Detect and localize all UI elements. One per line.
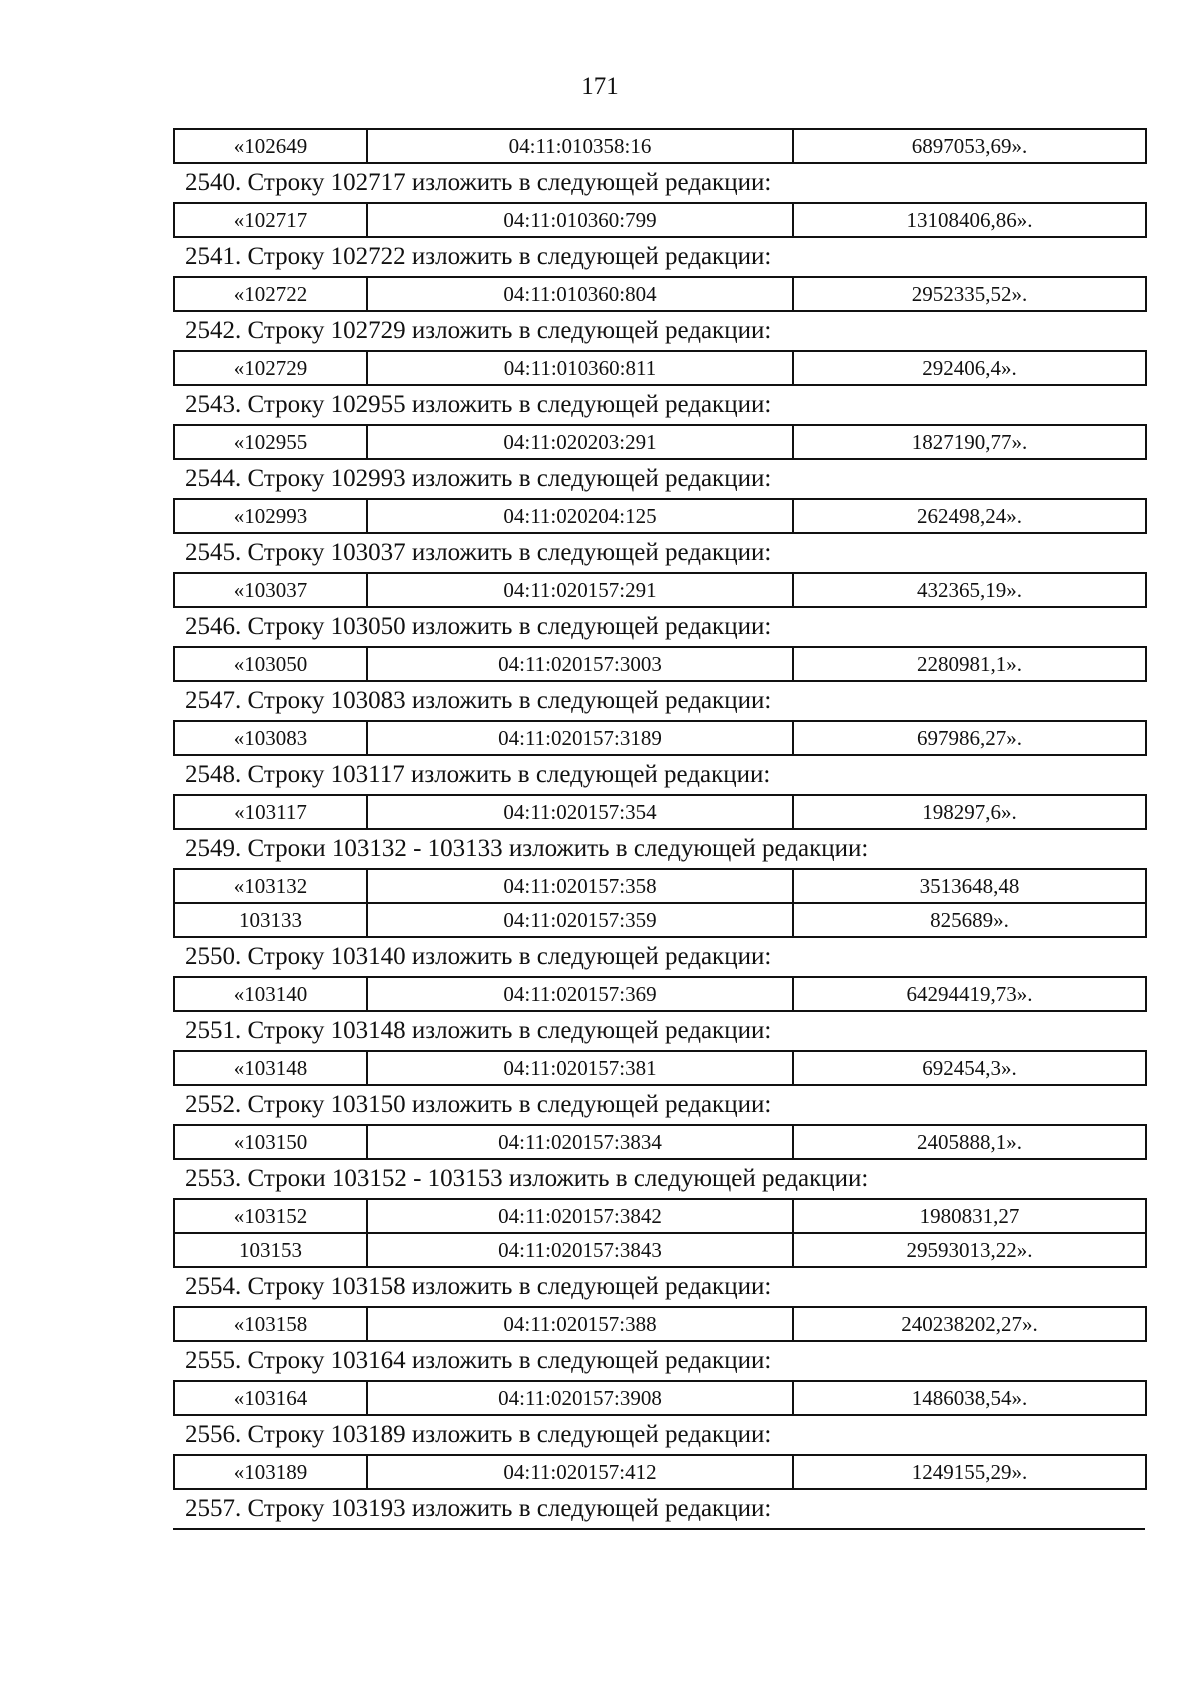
row-number-cell: 103153 xyxy=(174,1233,367,1267)
page-number: 171 xyxy=(581,73,619,100)
cadastral-number-cell: 04:11:010360:811 xyxy=(367,351,793,385)
amendment-table xyxy=(173,1454,1147,1490)
table-row xyxy=(174,1199,1146,1233)
cadastral-number-cell: 04:11:010360:804 xyxy=(367,277,793,311)
amendment-table xyxy=(173,1124,1147,1160)
row-number-cell: «102729 xyxy=(174,351,367,385)
item-heading: 2554. Строку 103158 изложить в следующей редакции: xyxy=(185,1273,772,1300)
item-heading: 2541. Строку 102722 изложить в следующей редакции: xyxy=(185,243,772,270)
cadastral-number-cell: 04:11:020157:369 xyxy=(367,977,793,1011)
value-cell: 198297,6». xyxy=(793,795,1146,829)
cadastral-number-cell: 04:11:020157:3842 xyxy=(367,1199,793,1233)
value-cell: 2952335,52». xyxy=(793,277,1146,311)
row-number-cell: «102649 xyxy=(174,129,367,163)
row-number-cell: «103117 xyxy=(174,795,367,829)
cadastral-number-cell: 04:11:020157:3834 xyxy=(367,1125,793,1159)
value-cell: 29593013,22». xyxy=(793,1233,1146,1267)
table-row xyxy=(174,1455,1146,1489)
bottom-rule xyxy=(173,1528,1145,1530)
cadastral-number-cell: 04:11:020157:381 xyxy=(367,1051,793,1085)
value-cell: 240238202,27». xyxy=(793,1307,1146,1341)
value-cell: 1249155,29». xyxy=(793,1455,1146,1489)
cadastral-number-cell: 04:11:020203:291 xyxy=(367,425,793,459)
table-row xyxy=(174,1307,1146,1341)
cadastral-number-cell: 04:11:020157:359 xyxy=(367,903,793,937)
row-number-cell: 103133 xyxy=(174,903,367,937)
table-row xyxy=(174,869,1146,903)
row-number-cell: «103132 xyxy=(174,869,367,903)
item-heading: 2549. Строки 103132 - 103133 изложить в следующей редакции: xyxy=(185,835,869,862)
cadastral-number-cell: 04:11:020204:125 xyxy=(367,499,793,533)
amendment-table xyxy=(173,128,1147,164)
value-cell: 3513648,48 xyxy=(793,869,1146,903)
row-number-cell: «103189 xyxy=(174,1455,367,1489)
cadastral-number-cell: 04:11:020157:3843 xyxy=(367,1233,793,1267)
amendment-table xyxy=(173,498,1147,534)
row-number-cell: «102955 xyxy=(174,425,367,459)
value-cell: 2280981,1». xyxy=(793,647,1146,681)
table-row xyxy=(174,647,1146,681)
value-cell: 64294419,73». xyxy=(793,977,1146,1011)
amendment-table xyxy=(173,1306,1147,1342)
amendment-table xyxy=(173,646,1147,682)
item-heading: 2555. Строку 103164 изложить в следующей редакции: xyxy=(185,1347,772,1374)
amendment-table xyxy=(173,794,1147,830)
item-heading: 2550. Строку 103140 изложить в следующей редакции: xyxy=(185,943,772,970)
item-heading: 2543. Строку 102955 изложить в следующей редакции: xyxy=(185,391,772,418)
row-number-cell: «103140 xyxy=(174,977,367,1011)
value-cell: 6897053,69». xyxy=(793,129,1146,163)
table-row xyxy=(174,721,1146,755)
table-row xyxy=(174,203,1146,237)
row-number-cell: «102993 xyxy=(174,499,367,533)
row-number-cell: «103152 xyxy=(174,1199,367,1233)
value-cell: 825689». xyxy=(793,903,1146,937)
document-body xyxy=(173,128,1145,1530)
table-row xyxy=(174,425,1146,459)
cadastral-number-cell: 04:11:010360:799 xyxy=(367,203,793,237)
cadastral-number-cell: 04:11:020157:291 xyxy=(367,573,793,607)
cadastral-number-cell: 04:11:020157:358 xyxy=(367,869,793,903)
amendment-table xyxy=(173,868,1147,938)
table-row xyxy=(174,903,1146,937)
item-heading: 2546. Строку 103050 изложить в следующей редакции: xyxy=(185,613,772,640)
table-row xyxy=(174,351,1146,385)
table-row xyxy=(174,129,1146,163)
amendment-table xyxy=(173,350,1147,386)
row-number-cell: «102717 xyxy=(174,203,367,237)
table-row xyxy=(174,1233,1146,1267)
value-cell: 1980831,27 xyxy=(793,1199,1146,1233)
item-heading: 2556. Строку 103189 изложить в следующей редакции: xyxy=(185,1421,772,1448)
item-heading: 2553. Строки 103152 - 103153 изложить в следующей редакции: xyxy=(185,1165,869,1192)
table-row xyxy=(174,1381,1146,1415)
value-cell: 697986,27». xyxy=(793,721,1146,755)
amendment-table xyxy=(173,1050,1147,1086)
value-cell: 2405888,1». xyxy=(793,1125,1146,1159)
amendment-table xyxy=(173,202,1147,238)
row-number-cell: «103037 xyxy=(174,573,367,607)
item-heading: 2552. Строку 103150 изложить в следующей редакции: xyxy=(185,1091,772,1118)
cadastral-number-cell: 04:11:020157:354 xyxy=(367,795,793,829)
item-heading: 2542. Строку 102729 изложить в следующей редакции: xyxy=(185,317,772,344)
table-row xyxy=(174,499,1146,533)
cadastral-number-cell: 04:11:020157:388 xyxy=(367,1307,793,1341)
cadastral-number-cell: 04:11:020157:3003 xyxy=(367,647,793,681)
item-heading: 2540. Строку 102717 изложить в следующей редакции: xyxy=(185,169,772,196)
amendment-table xyxy=(173,276,1147,312)
value-cell: 292406,4». xyxy=(793,351,1146,385)
table-row xyxy=(174,977,1146,1011)
row-number-cell: «103150 xyxy=(174,1125,367,1159)
amendment-table xyxy=(173,424,1147,460)
cadastral-number-cell: 04:11:020157:3908 xyxy=(367,1381,793,1415)
row-number-cell: «103164 xyxy=(174,1381,367,1415)
row-number-cell: «103083 xyxy=(174,721,367,755)
value-cell: 1827190,77». xyxy=(793,425,1146,459)
item-heading: 2545. Строку 103037 изложить в следующей редакции: xyxy=(185,539,772,566)
item-heading: 2547. Строку 103083 изложить в следующей редакции: xyxy=(185,687,772,714)
item-heading: 2551. Строку 103148 изложить в следующей редакции: xyxy=(185,1017,772,1044)
row-number-cell: «102722 xyxy=(174,277,367,311)
table-row xyxy=(174,573,1146,607)
value-cell: 692454,3». xyxy=(793,1051,1146,1085)
amendment-table xyxy=(173,1380,1147,1416)
value-cell: 432365,19». xyxy=(793,573,1146,607)
amendment-table xyxy=(173,976,1147,1012)
table-row xyxy=(174,1051,1146,1085)
row-number-cell: «103050 xyxy=(174,647,367,681)
item-heading: 2557. Строку 103193 изложить в следующей редакции: xyxy=(185,1495,772,1522)
cadastral-number-cell: 04:11:020157:412 xyxy=(367,1455,793,1489)
amendment-table xyxy=(173,720,1147,756)
item-heading: 2548. Строку 103117 изложить в следующей редакции: xyxy=(185,761,771,788)
cadastral-number-cell: 04:11:010358:16 xyxy=(367,129,793,163)
value-cell: 1486038,54». xyxy=(793,1381,1146,1415)
table-row xyxy=(174,795,1146,829)
amendment-table xyxy=(173,572,1147,608)
table-row xyxy=(174,1125,1146,1159)
row-number-cell: «103148 xyxy=(174,1051,367,1085)
item-heading: 2544. Строку 102993 изложить в следующей редакции: xyxy=(185,465,772,492)
value-cell: 13108406,86». xyxy=(793,203,1146,237)
value-cell: 262498,24». xyxy=(793,499,1146,533)
amendment-table xyxy=(173,1198,1147,1268)
table-row xyxy=(174,277,1146,311)
cadastral-number-cell: 04:11:020157:3189 xyxy=(367,721,793,755)
row-number-cell: «103158 xyxy=(174,1307,367,1341)
